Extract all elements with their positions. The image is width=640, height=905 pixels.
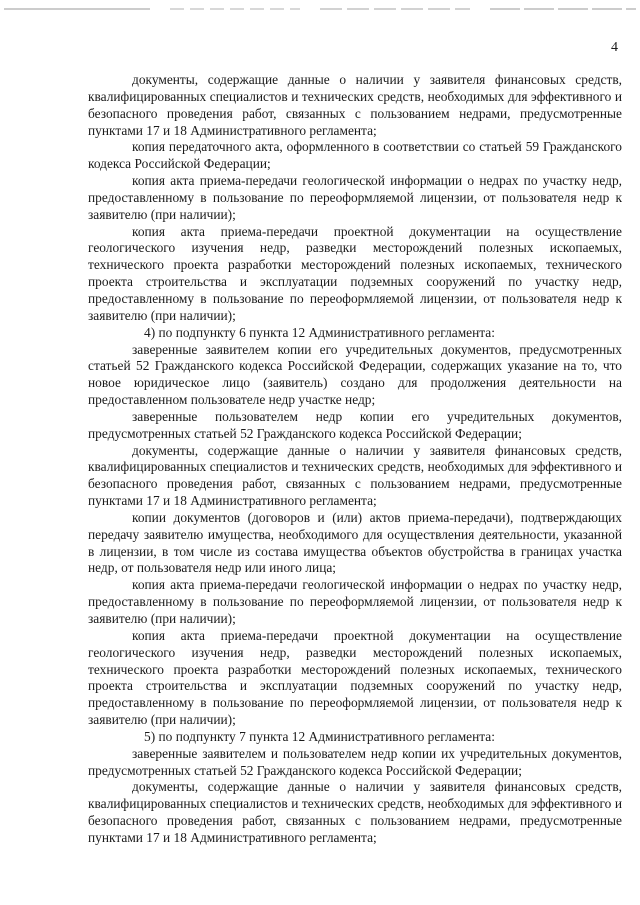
- page-number: 4: [611, 40, 618, 55]
- paragraph-geological-info-act: копия акта приема-передачи геологической информации о недрах по участку недр, предоставленному в пользование по переоформляемой лицензии, от пользователя недр к заявителю (при наличии);: [88, 577, 622, 626]
- subpoint-heading-5: 5) по подпункту 7 пункта 12 Административного регламента:: [144, 728, 495, 744]
- paragraph-project-documentation-act: копия акта приема-передачи проектной документации на осуществление геологического изучения недр, разведки месторождений полезных ископаемых, технического проекта разработки месторождений полезных ископаемых, технического проекта строительства и эксплуатации подземных сооружений по участку недр, предоставленному в пользование по переоформляемой лицензии, от пользователя недр к заявителю (при наличии);: [88, 223, 622, 323]
- scan-top-edge: [0, 8, 640, 10]
- paragraph-project-documentation-act: копия акта приема-передачи проектной документации на осуществление геологического изучения недр, разведки месторождений полезных ископаемых, технического проекта разработки месторождений полезных ископаемых, технического проекта строительства и эксплуатации подземных сооружений по участку недр, предоставленному в пользование по переоформляемой лицензии, от пользователя недр к заявителю (при наличии);: [88, 627, 622, 728]
- paragraph-applicant-founding-docs: заверенные заявителем копии его учредительных документов, предусмотренных статьей 52 Гражданского кодекса Российской Федерации, содержащих указание на то, что новое юридическое лицо (заявитель) создано для продолжения деятельности на предоставленном пользователе недр участке недр;: [88, 341, 622, 408]
- paragraph-financial-documents: документы, содержащие данные о наличии у заявителя финансовых средств, квалифицированных специалистов и технических средств, необходимых для эффективного и безопасного проведения работ, связанных с пользованием недрами, предусмотренные пунктами 17 и 18 Административного регламента;: [88, 72, 622, 138]
- paragraph-transfer-act-copy: копия передаточного акта, оформленного в соответствии со статьей 59 Гражданского кодекса Российской Федерации;: [88, 139, 622, 172]
- paragraph-user-founding-docs: заверенные пользователем недр копии его учредительных документов, предусмотренных статьей 52 Гражданского кодекса Российской Федерации;: [88, 408, 622, 441]
- paragraph-financial-documents: документы, содержащие данные о наличии у заявителя финансовых средств, квалифицированных специалистов и технических средств, необходимых для эффективного и безопасного проведения работ, связанных с пользованием недрами, предусмотренные пунктами 17 и 18 Административного регламента;: [88, 779, 622, 845]
- subpoint-heading-4: 4) по подпункту 6 пункта 12 Административного регламента:: [144, 324, 495, 340]
- paragraph-joint-founding-docs: заверенные заявителем и пользователем недр копии их учредительных документов, предусмотренных статьей 52 Гражданского кодекса Российской Федерации;: [88, 745, 622, 778]
- paragraph-financial-documents: документы, содержащие данные о наличии у заявителя финансовых средств, квалифицированных специалистов и технических средств, необходимых для эффективного и безопасного проведения работ, связанных с пользованием недрами, предусмотренные пунктами 17 и 18 Административного регламента;: [88, 442, 622, 509]
- paragraph-geological-info-act: копия акта приема-передачи геологической информации о недрах по участку недр, предоставленному в пользование по переоформляемой лицензии, от пользователя недр к заявителю (при наличии);: [88, 173, 622, 222]
- document-body: [88, 72, 622, 847]
- paragraph-property-transfer-docs: копии документов (договоров и (или) актов приема-передачи), подтверждающих передачу заявителю имущества, необходимого для осуществления деятельности, указанной в лицензии, в том числе из состава имущества объектов обустройства в границах участка недр, от пользователя недр или иного лица;: [88, 509, 622, 576]
